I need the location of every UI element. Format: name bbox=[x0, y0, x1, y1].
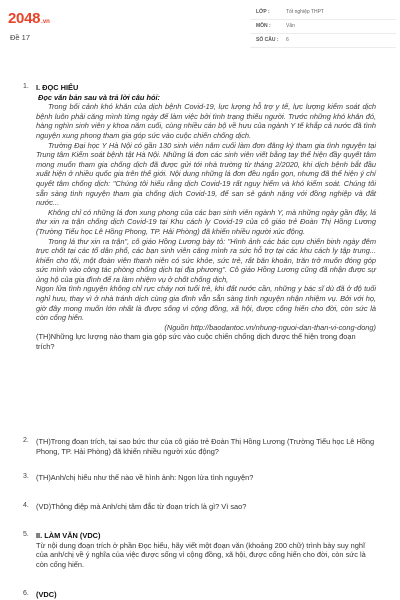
meta-label: MÔN : bbox=[256, 23, 271, 29]
document-header bbox=[0, 0, 400, 62]
passage-source: (Nguồn http://baodantoc.vn/nhung-nguoi-dan-than-vi-cong-dong) bbox=[164, 322, 376, 332]
section-title-reading: I. ĐỌC HIỂU bbox=[36, 83, 79, 92]
question-body bbox=[36, 531, 376, 569]
logo-text: 2048 bbox=[8, 10, 41, 27]
site-logo[interactable] bbox=[8, 10, 50, 30]
question-text: (TH)Trong đoạn trích, tại sao bức thư của cô giáo trẻ Đoàn Thị Hồng Lương (Trường Tiểu học Lê Hồng Phong, TP. Hải Phòng) đã khiến nhiều người xúc động? bbox=[36, 437, 375, 456]
question-number: 2. bbox=[23, 437, 29, 444]
question-number: 1. bbox=[23, 83, 29, 90]
passage-paragraph: Không chỉ có những lá đơn xung phong của các bạn sinh viên ngành Y, mà những ngày gần đây, lá thư xin ra trận chống dịch Covid-19 tại Khu cách ly Covid-19 của cô giáo trẻ Đoàn Thị Hồng Lương (Trường Tiểu học Lê Hồng Phong, TP. Hải Phòng) đã khiến nhiều người xúc động. bbox=[36, 207, 376, 236]
question-number: 3. bbox=[23, 473, 29, 480]
passage-paragraph: Ngọn lửa tình nguyện không chỉ rực cháy nơi tuổi trẻ, khi đất nước cần, những y bác sĩ dù đã ở độ tuổi nghỉ hưu, thay vì ở nhà tránh dịch cùng gia đình vẫn sẵn sàng tình nguyện nhận nhiệm vụ. Bởi với họ, giờ đây mong muốn lớn nhất là được sống vì cộng đồng, xã hội, được cống hiến cho đời, còn sức là còn cống hiến. bbox=[36, 284, 376, 323]
meta-row-class bbox=[250, 6, 396, 20]
question-text: Từ nội dung đoạn trích ở phần Đọc hiểu, hãy viết một đoạn văn (khoảng 200 chữ) trình bày suy nghĩ của anh/chị về ý nghĩa của việc được sống vì cộng đồng, xã hội, được cống hiến cho đời, còn sức là còn cống hiến. bbox=[36, 540, 366, 569]
passage-paragraph: Trong lá thư xin ra trận", cô giáo Hồng Lương bày tỏ: "Hình ảnh các bác cựu chiến binh ngày đêm trực chốt tại các tổ dân phố, các bạn sinh viên căng mình ra sức hỗ trợ tại các khu cách ly tập trung... khiến cho tôi, một đoàn viên thanh niên có sức khỏe, sức trẻ, rất băn khoăn, trăn trở muốn đóng góp sức mình vào công tác phòng chống dịch tại địa phương". Cô giáo Hồng Lương cũng đã nhận được sự ủng hộ của gia đình để ra làm nhiệm vụ ở chốt chống dịch, bbox=[36, 236, 376, 284]
meta-row-question-count bbox=[250, 34, 396, 48]
reading-passage bbox=[36, 102, 376, 323]
passage-paragraph: Trường Đại học Y Hà Nội có gần 130 sinh viên năm cuối làm đơn đăng ký tham gia tình nguyện tại Trung tâm Kiểm soát bệnh tật Hà Nội. Những lá đơn các sinh viên viết bằng tay thể hiện đầy quyết tâm mong muốn tham gia chống dịch đã được gửi tới nhà trường từ tháng 2/2020, khi dịch bệnh bắt đầu xuất hiện ở nhiều quốc gia trên thế giới. Nội dung những lá đơn đều ngắn gọn, nhưng đã thể hiện ý chí quyết tâm chống dịch: "Chúng tôi hiểu rằng dịch Covid-19 rất nguy hiểm và khó kiểm soát. Chúng tôi sẵn sàng tình nguyện tham gia chống dịch Covid-19, để san sẻ gánh nặng với đồng nghiệp và đất nước... bbox=[36, 140, 376, 208]
question-text: (VD)Thông điệp mà Anh/chị tâm đắc từ đoạn trích là gì? Vì sao? bbox=[36, 502, 247, 511]
meta-row-subject bbox=[250, 20, 396, 34]
logo-suffix: .vn bbox=[41, 19, 50, 25]
question-text: (TH)Anh/chị hiểu như thế nào về hình ảnh: Ngọn lửa tình nguyện? bbox=[36, 473, 254, 482]
meta-value: Văn bbox=[286, 23, 295, 29]
passage-paragraph: Trong bối cảnh khó khăn của dịch bệnh Covid-19, lực lượng hỗ trợ y tế, lực lượng kiểm soát dịch bệnh luôn phải căng mình từng ngày để làm việc bởi tình trạng thiếu người. Trước những khó khăn đó, hàng nghìn sinh viên y khoa năm cuối, cùng nhiều cán bộ về hưu của ngành Y tế khắp cả nước đã tình nguyện xung phong tham gia góp sức vào cuộc chiến chống dịch. bbox=[36, 102, 376, 140]
meta-value: 6 bbox=[286, 37, 289, 43]
question-number: 6. bbox=[23, 590, 29, 597]
question-number: 4. bbox=[23, 502, 29, 509]
question-number: 5. bbox=[23, 531, 29, 538]
reading-instruction: Đọc văn bản sau và trả lời câu hỏi: bbox=[38, 92, 161, 102]
question-text: (VDC) bbox=[36, 590, 57, 599]
section-title-writing: II. LÀM VĂN (VDC) bbox=[36, 531, 101, 540]
meta-value: Tốt nghiệp THPT bbox=[286, 9, 324, 15]
meta-label: LỚP : bbox=[256, 9, 270, 15]
exam-code: Đề 17 bbox=[10, 33, 31, 42]
question-prompt: (TH)Những lực lượng nào tham gia góp sức vào cuộc chiến chống dịch được thể hiện trong đoạn trích? bbox=[36, 332, 356, 352]
question-body bbox=[36, 83, 376, 352]
meta-label: SỐ CÂU : bbox=[256, 37, 279, 43]
exam-meta-table bbox=[250, 6, 396, 48]
